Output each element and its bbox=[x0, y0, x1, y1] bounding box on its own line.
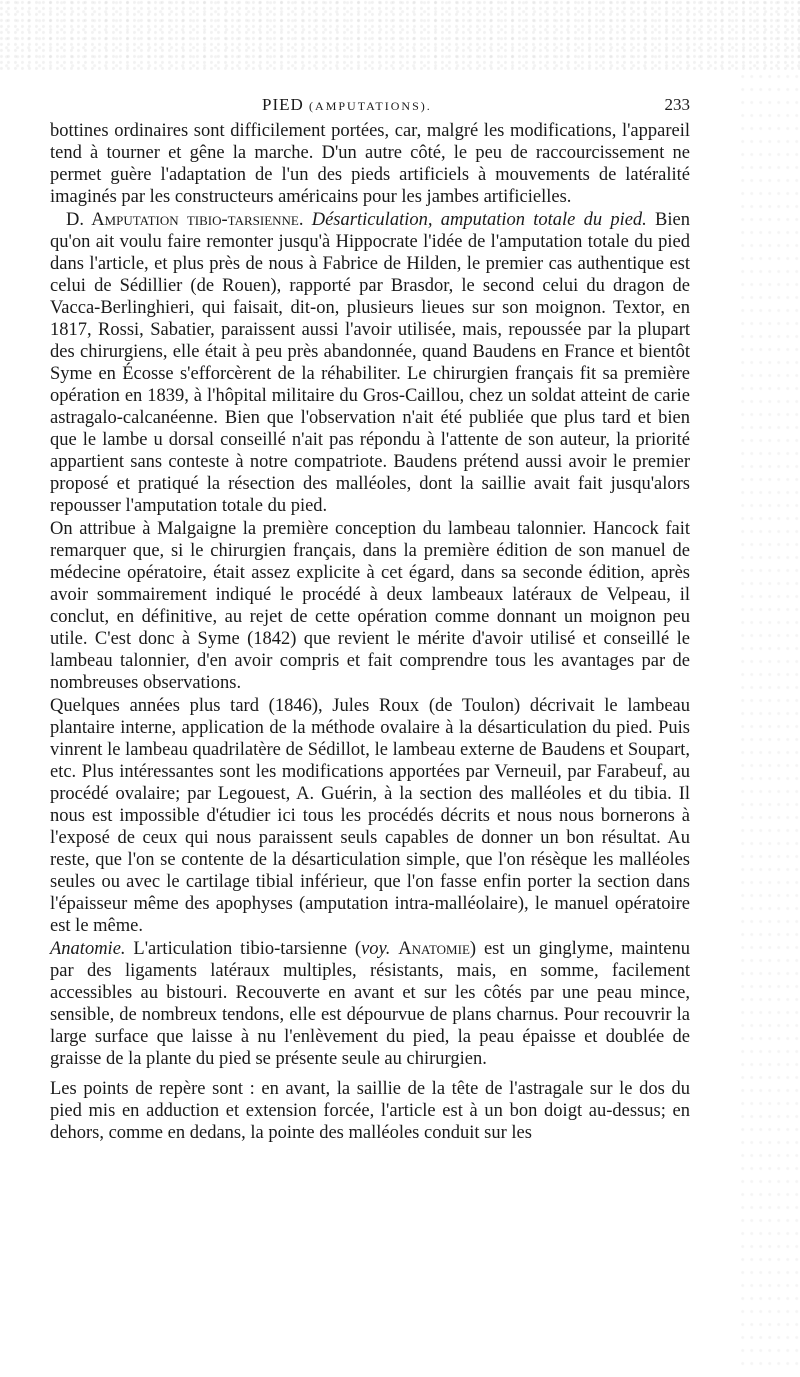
paragraph-anatomie bbox=[50, 938, 690, 1070]
section-d-label: D. Amputation tibio-tarsienne. bbox=[66, 210, 304, 230]
anatomie-lead: Anatomie. bbox=[50, 939, 126, 959]
header-title-main: PIED bbox=[262, 95, 304, 114]
running-header bbox=[50, 95, 690, 119]
body-text bbox=[50, 120, 690, 1145]
anatomie-text-after: ) est un ginglyme, maintenu par des ligaments latéraux multiples, résistants, mais, en somme, facilement accessibles au bistouri. Recouverte en avant et sur les côtés par une peau mince, sensible, de nombreux tendons, elle est dépourvue de plans charnus. Pour recouvrir la large surface que laisse à nu l'enlèvement du pied, la peau épaisse et doublée de graisse de la plante du pied se présente seule au chirurgien. bbox=[50, 939, 690, 1069]
paragraph-reperes: Les points de repère sont : en avant, la saillie de la tête de l'astragale sur le dos du pied mis en adduction et extension forcée, l'article est à un bon doigt au-dessus; en dehors, comme en dedans, la pointe des malléoles conduit sur les bbox=[50, 1079, 690, 1143]
paragraph-roux: Quelques années plus tard (1846), Jules Roux (de Toulon) décrivait le lambeau plantaire interne, application de la méthode ovalaire à la désarticulation du pied. Puis vinrent le lambeau quadrilatère de Sédillot, le lambeau externe de Baudens et Soupart, etc. Plus intéressantes sont les modifications apportées par Verneuil, par Farabeuf, au procédé ovalaire; par Legouest, A. Guérin, à la section des malléoles et du tibia. Il nous est impossible d'étudier ici tous les procédés décrits et nous nous bornerons à l'exposé de ceux qui nous paraissent seuls capables de donner un bon résultat. Au reste, que l'on se contente de la désarticulation simple, que l'on résèque les malléoles seules ou avec le cartilage tibial inférieur, que l'on fasse enfin porter la section dans l'épaisseur même des apophyses (amputation intra-malléolaire), le manuel opératoire est le même. bbox=[50, 696, 690, 936]
scan-noise-right bbox=[740, 70, 800, 1370]
anatomie-voy: voy. bbox=[361, 939, 391, 959]
header-title-sub: (AMPUTATIONS). bbox=[309, 99, 432, 113]
section-d bbox=[50, 209, 690, 517]
section-d-title: Désarticulation, amputation totale du pied. bbox=[311, 210, 647, 230]
anatomie-text-before: L'articulation tibio-tarsienne ( bbox=[133, 939, 362, 959]
scan-noise-top bbox=[0, 0, 800, 70]
paragraph-continuation: bottines ordinaires sont difficilement portées, car, malgré les modifications, l'appareil tend à tourner et gêne la marche. D'un autre côté, le peu de raccourcissement ne permet guère l'adaptation de l'un des pieds artificiels à mouvements de latéralité imaginés par les constructeurs américains pour les jambes artificielles. bbox=[50, 121, 690, 207]
paragraph-malgaigne: On attribue à Malgaigne la première conception du lambeau talonnier. Hancock fait remarquer que, si le chirurgien français, dans la première édition de son manuel de médecine opératoire, était assez explicite à cet égard, dans sa seconde édition, après avoir sommairement indiqué le procédé à deux lambeaux latéraux de Velpeau, il conclut, en définitive, au rejet de cette opération comme donnant un moignon peu utile. C'est donc à Syme (1842) que revient le mérite d'avoir utilisé et conseillé le lambeau talonnier, d'en avoir compris et fait comprendre tous les avantages par de nombreuses observations. bbox=[50, 519, 690, 693]
section-d-body: Bien qu'on ait voulu faire remonter jusqu'à Hippocrate l'idée de l'amputation totale du pied dans l'article, et plus près de nous à Fabrice de Hilden, le premier cas authentique est celui de Sédillier (de Rouen), rapporté par Brasdor, le second celui du dragon de Vacca-Berlinghieri, qui faisait, dit-on, plusieurs lieues sur son moignon. Textor, en 1817, Rossi, Sabatier, paraissent aussi l'avoir utilisée, mais, repoussée par la plupart des chirurgiens, elle était à peu près abandonnée, quand Baudens en France et bientôt Syme en Écosse s'efforcèrent de la réhabiliter. Le chirurgien français fit sa première opération en 1839, à l'hôpital militaire du Gros-Caillou, chez un soldat atteint de carie astragalo-calcanéenne. Bien que l'observation n'ait été publiée que plus tard et bien que le lambe u dorsal conseillé n'ait pas répondu à l'attente de son auteur, la priorité appartient sans conteste à notre compatriote. Baudens prétend aussi avoir le premier proposé et pratiqué la résection des malléoles, dont la saillie avait fait jusqu'alors repousser l'amputation totale du pied. bbox=[50, 210, 690, 516]
header-title bbox=[262, 95, 432, 115]
anatomie-ref: Anatomie bbox=[398, 939, 470, 959]
page-number: 233 bbox=[664, 95, 690, 114]
